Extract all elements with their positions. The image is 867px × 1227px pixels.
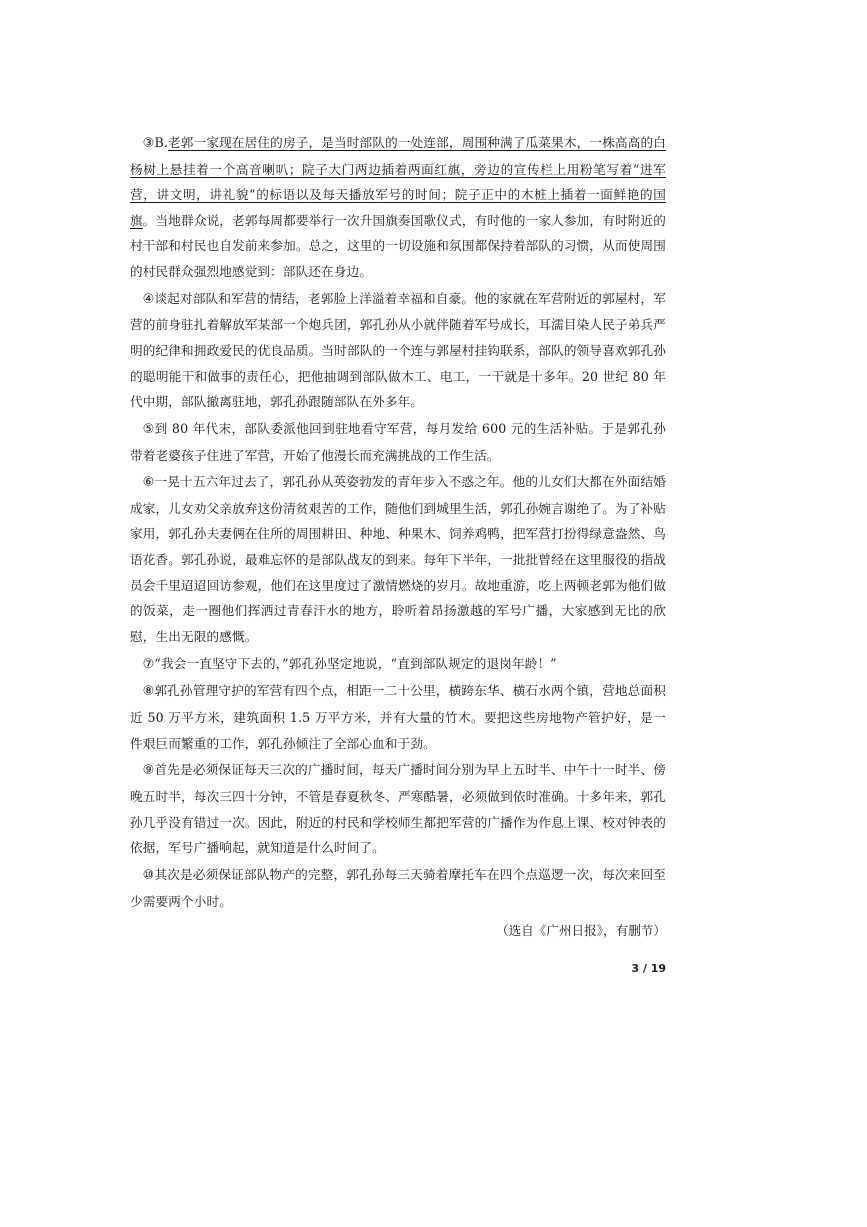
paragraph-text: 其次是必须保证部队物产的完整，郭孔孙每三天骑着摩托车在四个点巡逻一次，每次来回至少需要两个小时。 [130, 866, 667, 909]
paragraph-text: 到 80 年代末，部队委派他回到驻地看守军营，每月发给 600 元的生活补贴。于是郭孔孙带着老婆孩子住进了军营，开始了他漫长而充满挑战的工作生活。 [130, 420, 666, 463]
paragraph-number: ④ [142, 291, 155, 307]
paragraph-number: ⑧ [142, 684, 155, 700]
article-body [130, 130, 666, 944]
paragraph-text: 一晃十五六年过去了，郭孔孙从英姿勃发的青年步入不惑之年。他的儿女们大都在外面结婚成家，儿女劝父亲放弃这份清贫艰苦的工作，随他们到城里生活，郭孔孙婉言谢绝了。为了补贴家用，郭孔孙夫妻俩在住所的周围耕田、种地、种果木、饲养鸡鸭，把军营打扮得绿意盎然、鸟语花香。郭孔孙说，最难忘怀的是部队战友的到来。每年下半年，一批批曾经在这里服役的指战员会千里迢迢回访参观，他们在这里度过了激情燃烧的岁月。故地重游，吃上两顿老郭为他们做的饭菜，走一圈他们挥洒过青春汗水的地方，聆听着昂扬激越的军号广播，大家感到无比的欣慰，生出无限的感慨。 [130, 474, 667, 644]
paragraph-number: ⑩ [142, 867, 155, 883]
paragraph-text: “我会一直坚守下去的，”郭孔孙坚定地说，“直到部队规定的退岗年龄！” [154, 655, 557, 671]
paragraph-9 [130, 757, 666, 860]
page-number: 3 / 19 [631, 962, 666, 975]
paragraph-6 [130, 469, 666, 649]
paragraph-7 [130, 651, 666, 678]
paragraph-text: B. [154, 135, 168, 150]
paragraph-4 [130, 286, 666, 415]
paragraph-number: ⑤ [142, 421, 155, 437]
paragraph-8 [130, 678, 666, 756]
paragraph-number: ⑨ [142, 763, 155, 779]
paragraph-text: 。当地群众说，老郭每周都要举行一次升国旗奏国歌仪式，有时他的一家人参加，有时附近的村干部和村民也自发前来参加。总之，这里的一切设施和氛围都保持着部队的习惯，从而使周围的村民群众强烈地感觉到：部队还在身边。 [130, 212, 666, 279]
paragraph-text: 郭孔孙管理守护的军营有四个点，相距一二十公里，横跨东华、横石水两个镇，营地总面积近 50 万平方米，建筑面积 1.5 万平方米，并有大量的竹木。要把这些房地物产管护好，是一件艰巨而繁重的工作，郭孔孙倾注了全部心血和于劲。 [130, 683, 667, 751]
paragraph-text: 首先是必须保证每天三次的广播时间，每天广播时间分别为早上五时半、中午十一时半、傍晚五时半，每次三四十分钟，不管是春夏秋冬、严寒酷暑，必须做到依时准确。十多年来，郭孔孙几乎没有错过一次。因此，附近的村民和学校师生都把军营的广播作为作息上课、校对钟表的依据，军号广播响起，就知道是什么时间了。 [130, 762, 667, 856]
paragraph-number: ⑥ [142, 475, 155, 491]
underlined-text: 老郭一家现在居住的房子，是当时部队的一处连部，周围种满了瓜菜果木，一株高高的白杨树上悬挂着一个高音喇叭；院子大门两边插着两面红旗，旁边的宣传栏上用粉笔写着“进军营，讲文明，讲礼貌”的标语以及每天播放军号的时间；院子正中的木桩上插着一面鲜艳的国旗 [130, 135, 666, 228]
source-citation: （选自《广州日报》，有删节） [495, 923, 666, 939]
paragraph-5 [130, 416, 666, 468]
paragraph-10 [130, 862, 666, 914]
paragraph-number: ⑦ [142, 656, 155, 672]
paragraph-3 [130, 130, 666, 285]
paragraph-number: ③ [142, 136, 155, 151]
paragraph-text: 谈起对部队和军营的情结，老郭脸上洋溢着幸福和自豪。他的家就在军营附近的郭屋村，军营的前身驻扎着解放军某部一个炮兵团，郭孔孙从小就伴随着军号成长，耳濡目染人民子弟兵严明的纪律和拥政爱民的优良品质。当时部队的一个连与郭屋村挂钩联系，部队的领导喜欢郭孔孙的聪明能干和做事的责任心，把他抽调到部队做木工、电工，一干就是十多年。20 世纪 80 年代中期，部队撤离驻地，郭孔孙跟随部队在外多年。 [130, 290, 667, 410]
